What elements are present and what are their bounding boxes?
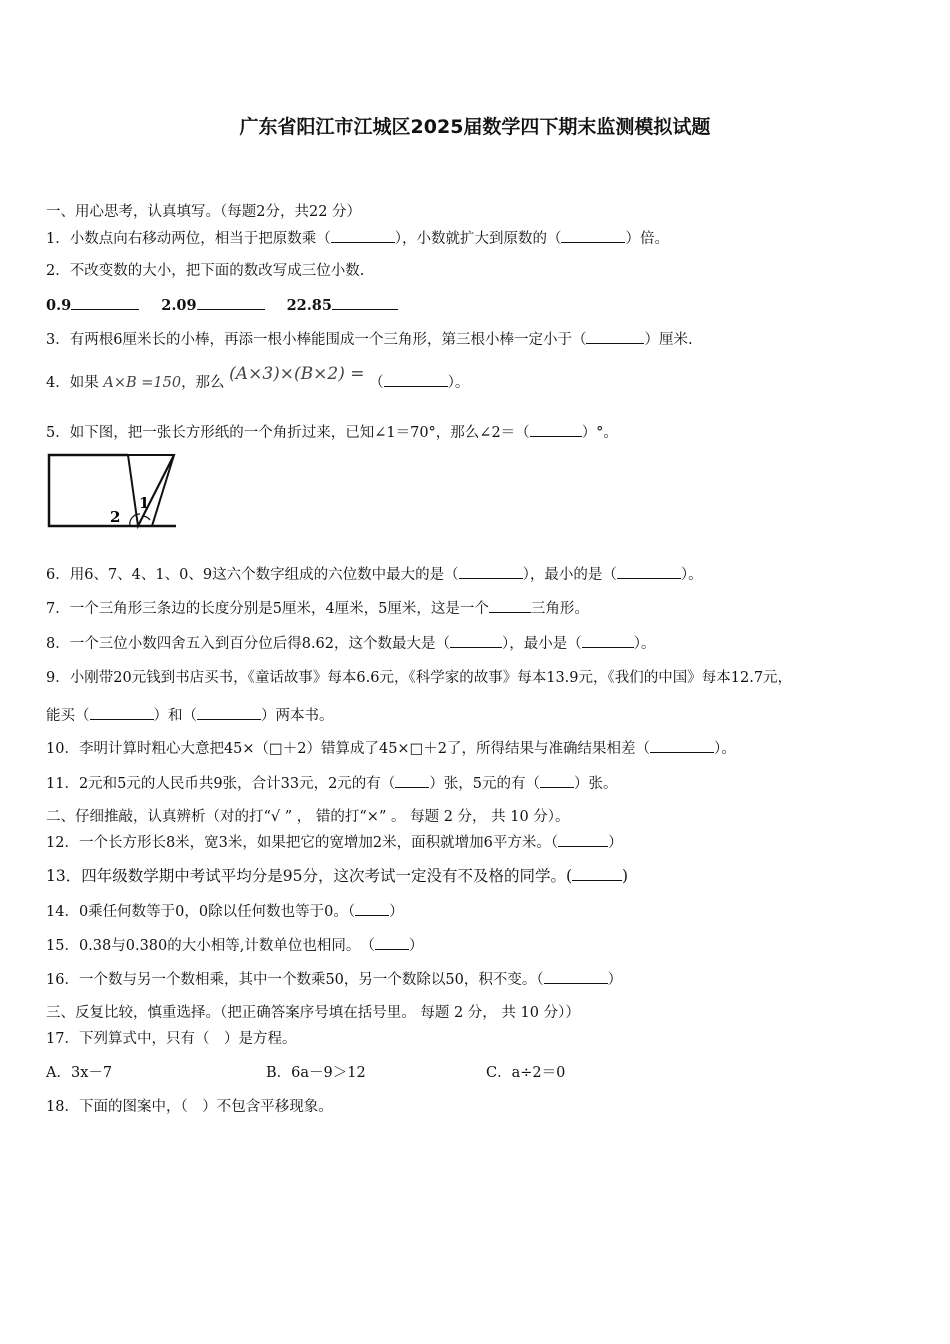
option-a[interactable]: A．3x－7 bbox=[46, 1065, 113, 1081]
answer-blank[interactable] bbox=[384, 372, 448, 387]
page-title: 广东省阳江市江城区2025届数学四下期末监测模拟试题 bbox=[239, 116, 711, 138]
question-5: 5．如下图，把一张长方形纸的一个角折过来，已知∠1＝70°，那么∠2＝（ ）°。 bbox=[46, 422, 618, 443]
folded-rectangle-figure bbox=[46, 452, 181, 532]
answer-blank[interactable] bbox=[530, 422, 582, 437]
question-15: 15．0.38与0.380的大小相等,计数单位也相同。 （ ） bbox=[46, 935, 423, 956]
question-2-numbers: 0.9 2.09 22.85 bbox=[46, 295, 398, 316]
question-4: 4．如果 A×B =150，那么 (A×3)×(B×2) = （ ）。 bbox=[46, 364, 470, 391]
answer-blank[interactable] bbox=[617, 564, 681, 579]
answer-blank[interactable] bbox=[544, 969, 608, 984]
angle-2-label: 2 bbox=[110, 508, 121, 526]
answer-blank[interactable] bbox=[489, 598, 531, 613]
answer-blank[interactable] bbox=[582, 633, 634, 648]
answer-blank[interactable] bbox=[331, 228, 395, 243]
option-b[interactable]: B．6a－9＞12 bbox=[266, 1065, 366, 1081]
question-16: 16．一个数与另一个数相乘，其中一个数乘50，另一个数除以50，积不变。（ ） bbox=[46, 969, 622, 990]
answer-blank[interactable] bbox=[355, 901, 389, 916]
formula-a-times-b: A×B =150 bbox=[103, 375, 182, 391]
angle-1-label: 1 bbox=[139, 494, 150, 512]
answer-blank[interactable] bbox=[71, 295, 139, 310]
section-3-heading: 三、反复比较，慎重选择。（把正确答案序号填在括号里。 每题 2 分， 共 10 分）） bbox=[46, 1005, 580, 1021]
answer-blank[interactable] bbox=[572, 866, 622, 881]
answer-blank[interactable] bbox=[459, 564, 523, 579]
answer-blank[interactable] bbox=[197, 295, 265, 310]
question-14: 14．0乘任何数等于0，0除以任何数也等于0。（ ） bbox=[46, 901, 404, 922]
question-17: 17．下列算式中，只有（ ）是方程。 bbox=[46, 1031, 297, 1047]
question-7: 7．一个三角形三条边的长度分别是5厘米，4厘米，5厘米，这是一个 三角形。 bbox=[46, 598, 589, 619]
question-3: 3．有两根6厘米长的小棒，再添一根小棒能围成一个三角形，第三根小棒一定小于（ ）厘米. bbox=[46, 329, 693, 350]
answer-blank[interactable] bbox=[586, 329, 644, 344]
question-11: 11．2元和5元的人民币共9张，合计33元，2元的有（ ）张，5元的有（ ）张。 bbox=[46, 773, 618, 794]
answer-blank[interactable] bbox=[650, 738, 714, 753]
answer-blank[interactable] bbox=[561, 228, 625, 243]
answer-blank[interactable] bbox=[90, 705, 154, 720]
answer-blank[interactable] bbox=[395, 773, 429, 788]
answer-blank[interactable] bbox=[197, 705, 261, 720]
question-13: 13．四年级数学期中考试平均分是95分，这次考试一定没有不及格的同学。( ) bbox=[46, 867, 629, 885]
question-6: 6．用6、7、4、1、0、9这六个数字组成的六位数中最大的是（ ），最小的是（ ）。 bbox=[46, 564, 703, 585]
question-9-answer: 能买（ ）和（ ）两本书。 bbox=[46, 705, 334, 726]
question-2: 2．不改变数的大小，把下面的数改写成三位小数. bbox=[46, 263, 365, 279]
answer-blank[interactable] bbox=[332, 295, 398, 310]
angle-1-arc bbox=[142, 516, 150, 520]
answer-blank[interactable] bbox=[558, 832, 608, 847]
question-18: 18．下面的图案中，（ ）不包含平移现象。 bbox=[46, 1099, 333, 1115]
question-10: 10．李明计算时粗心大意把45×（□＋2）错算成了45×□＋2了，所得结果与准确结果相差（ ）。 bbox=[46, 738, 736, 759]
section-2-heading: 二、仔细推敲，认真辨析（对的打“√ ” ， 错的打“×” 。 每题 2 分， 共 10 分）。 bbox=[46, 809, 570, 825]
option-c[interactable]: C．a÷2＝0 bbox=[486, 1065, 566, 1081]
formula-expression: (A×3)×(B×2) = bbox=[229, 364, 365, 384]
answer-blank[interactable] bbox=[540, 773, 574, 788]
answer-blank[interactable] bbox=[450, 633, 502, 648]
question-12: 12．一个长方形长8米，宽3米，如果把它的宽增加2米，面积就增加6平方米。（ ） bbox=[46, 832, 623, 853]
section-1-heading: 一、用心思考，认真填写。（每题2分，共22 分） bbox=[46, 204, 362, 220]
question-9: 9．小刚带20元钱到书店买书，《童话故事》每本6.6元，《科学家的故事》每本13.9元，《我们的中国》每本12.7元， bbox=[46, 670, 793, 686]
question-1: 1．小数点向右移动两位，相当于把原数乘（ ），小数就扩大到原数的（ ）倍。 bbox=[46, 228, 669, 249]
question-8: 8．一个三位小数四舍五入到百分位后得8.62，这个数最大是（ ），最小是（ ）。 bbox=[46, 633, 656, 654]
answer-blank[interactable] bbox=[375, 935, 409, 950]
question-17-options bbox=[46, 1063, 565, 1083]
